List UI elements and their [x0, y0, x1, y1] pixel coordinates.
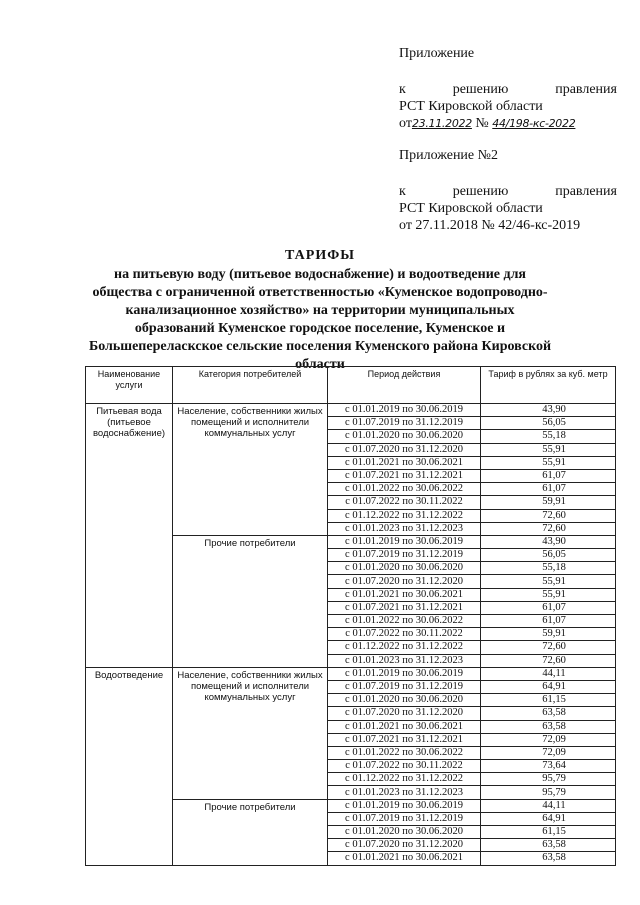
appendix-1-authority: РСТ Кировской области — [399, 99, 543, 114]
tariff-cell: 63,58 — [481, 707, 616, 720]
tariff-cell: 72,60 — [481, 641, 616, 654]
tariff-cell: 55,91 — [481, 443, 616, 456]
period-cell: с 01.01.2022 по 30.06.2022 — [328, 615, 481, 628]
tariff-cell: 63,58 — [481, 720, 616, 733]
period-cell: с 01.07.2022 по 30.11.2022 — [328, 760, 481, 773]
tariff-cell: 64,91 — [481, 812, 616, 825]
title-line: канализационное хозяйство» на территории муниципальных — [125, 303, 515, 318]
table-header-row — [86, 367, 616, 404]
tariff-cell: 72,60 — [481, 509, 616, 522]
period-cell: с 01.01.2022 по 30.06.2022 — [328, 483, 481, 496]
period-cell: с 01.01.2023 по 31.12.2023 — [328, 654, 481, 667]
period-cell: с 01.01.2020 по 30.06.2020 — [328, 826, 481, 839]
tariff-cell: 64,91 — [481, 680, 616, 693]
title-line: общества с ограниченной ответственностью «Куменское водопроводно- — [92, 285, 548, 300]
column-header-category: Категория потребителей — [173, 367, 328, 404]
period-cell: с 01.01.2020 по 30.06.2020 — [328, 562, 481, 575]
tariff-cell: 56,05 — [481, 549, 616, 562]
tariff-cell: 72,60 — [481, 522, 616, 535]
tariff-cell: 55,18 — [481, 562, 616, 575]
document-title — [80, 247, 560, 374]
period-cell: с 01.01.2019 по 30.06.2019 — [328, 799, 481, 812]
period-cell: с 01.12.2022 по 31.12.2022 — [328, 509, 481, 522]
appendix-1-date-line: от23.11.2022 № 44/198-кс-2022 — [399, 116, 576, 131]
consumer-category-cell: Население, собственники жилых помещений и исполнители коммунальных услуг — [173, 404, 328, 536]
appendix-2-authority: РСТ Кировской области — [399, 201, 543, 216]
period-cell: с 01.07.2020 по 31.12.2020 — [328, 707, 481, 720]
title-line: на питьевую воду (питьевое водоснабжение) и водоотведение для — [114, 267, 526, 282]
tariff-cell: 61,07 — [481, 615, 616, 628]
period-cell: с 01.07.2020 по 31.12.2020 — [328, 443, 481, 456]
consumer-category-cell: Население, собственники жилых помещений и исполнители коммунальных услуг — [173, 667, 328, 799]
period-cell: с 01.01.2022 по 30.06.2022 — [328, 746, 481, 759]
period-cell: с 01.12.2022 по 31.12.2022 — [328, 773, 481, 786]
period-cell: с 01.07.2022 по 30.11.2022 — [328, 628, 481, 641]
appendix-1-title: Приложение — [399, 46, 475, 61]
appendix-2-title: Приложение №2 — [399, 148, 498, 163]
tariff-cell: 43,90 — [481, 535, 616, 548]
tariff-cell: 63,58 — [481, 852, 616, 865]
table-row — [86, 404, 616, 417]
tariff-cell: 61,07 — [481, 469, 616, 482]
appendix-2-date-line: от 27.11.2018 № 42/46-кс-2019 — [399, 218, 581, 233]
tariff-cell: 61,15 — [481, 826, 616, 839]
table-row — [86, 667, 616, 680]
handwritten-date: 23.11.2022 — [411, 117, 472, 130]
period-cell: с 01.01.2021 по 30.06.2021 — [328, 456, 481, 469]
period-cell: с 01.07.2020 по 31.12.2020 — [328, 575, 481, 588]
tariff-cell: 95,79 — [481, 786, 616, 799]
period-cell: с 01.07.2019 по 31.12.2019 — [328, 417, 481, 430]
period-cell: с 01.07.2020 по 31.12.2020 — [328, 839, 481, 852]
tariff-cell: 56,05 — [481, 417, 616, 430]
period-cell: с 01.12.2022 по 31.12.2022 — [328, 641, 481, 654]
tariff-cell: 73,64 — [481, 760, 616, 773]
period-cell: с 01.07.2021 по 31.12.2021 — [328, 733, 481, 746]
handwritten-number: 44/198-кс-2022 — [492, 117, 576, 130]
tariff-cell: 55,18 — [481, 430, 616, 443]
title-line: Большепереласкское сельские поселения Куменского района Кировской — [88, 339, 552, 354]
tariff-cell: 44,11 — [481, 799, 616, 812]
tariff-cell: 59,91 — [481, 628, 616, 641]
tariff-cell: 72,60 — [481, 654, 616, 667]
period-cell: с 01.01.2021 по 30.06.2021 — [328, 720, 481, 733]
tariff-cell: 59,91 — [481, 496, 616, 509]
consumer-category-cell: Прочие потребители — [173, 799, 328, 865]
tariff-cell: 72,09 — [481, 733, 616, 746]
period-cell: с 01.01.2019 по 30.06.2019 — [328, 404, 481, 417]
period-cell: с 01.07.2022 по 30.11.2022 — [328, 496, 481, 509]
period-cell: с 01.01.2019 по 30.06.2019 — [328, 667, 481, 680]
tariff-cell: 44,11 — [481, 667, 616, 680]
appendix-2-header — [399, 147, 617, 234]
tariff-cell: 61,15 — [481, 694, 616, 707]
period-cell: с 01.07.2019 по 31.12.2019 — [328, 549, 481, 562]
tariff-cell: 72,09 — [481, 746, 616, 759]
tariff-cell: 55,91 — [481, 588, 616, 601]
column-header-tariff: Тариф в рублях за куб. метр — [481, 367, 616, 404]
service-name-cell: Водоотведение — [86, 667, 173, 865]
period-cell: с 01.01.2021 по 30.06.2021 — [328, 852, 481, 865]
period-cell: с 01.07.2021 по 31.12.2021 — [328, 469, 481, 482]
title-heading: ТАРИФЫ — [285, 248, 355, 263]
period-cell: с 01.07.2019 по 31.12.2019 — [328, 812, 481, 825]
tariff-cell: 55,91 — [481, 575, 616, 588]
tariff-cell: 55,91 — [481, 456, 616, 469]
tariff-cell: 61,07 — [481, 601, 616, 614]
period-cell: с 01.07.2019 по 31.12.2019 — [328, 680, 481, 693]
tariff-cell: 63,58 — [481, 839, 616, 852]
title-line: образований Куменское городское поселение, Куменское и — [134, 321, 506, 336]
tariff-cell: 43,90 — [481, 404, 616, 417]
period-cell: с 01.01.2020 по 30.06.2020 — [328, 694, 481, 707]
period-cell: с 01.01.2020 по 30.06.2020 — [328, 430, 481, 443]
tariff-table-body — [86, 404, 616, 866]
period-cell: с 01.01.2023 по 31.12.2023 — [328, 522, 481, 535]
tariff-cell: 61,07 — [481, 483, 616, 496]
period-cell: с 01.01.2023 по 31.12.2023 — [328, 786, 481, 799]
tariff-cell: 95,79 — [481, 773, 616, 786]
consumer-category-cell: Прочие потребители — [173, 535, 328, 667]
column-header-service: Наименование услуги — [86, 367, 173, 404]
period-cell: с 01.07.2021 по 31.12.2021 — [328, 601, 481, 614]
period-cell: с 01.01.2019 по 30.06.2019 — [328, 535, 481, 548]
service-name-cell: Питьевая вода (питьевое водоснабжение) — [86, 404, 173, 668]
appendix-1-header — [399, 45, 617, 132]
appendix-1-ref-line: к решению правления — [399, 82, 617, 97]
appendix-2-ref-line: к решению правления — [399, 184, 617, 199]
tariff-table — [85, 366, 616, 866]
column-header-period: Период действия — [328, 367, 481, 404]
title-line: области — [295, 357, 345, 372]
period-cell: с 01.01.2021 по 30.06.2021 — [328, 588, 481, 601]
